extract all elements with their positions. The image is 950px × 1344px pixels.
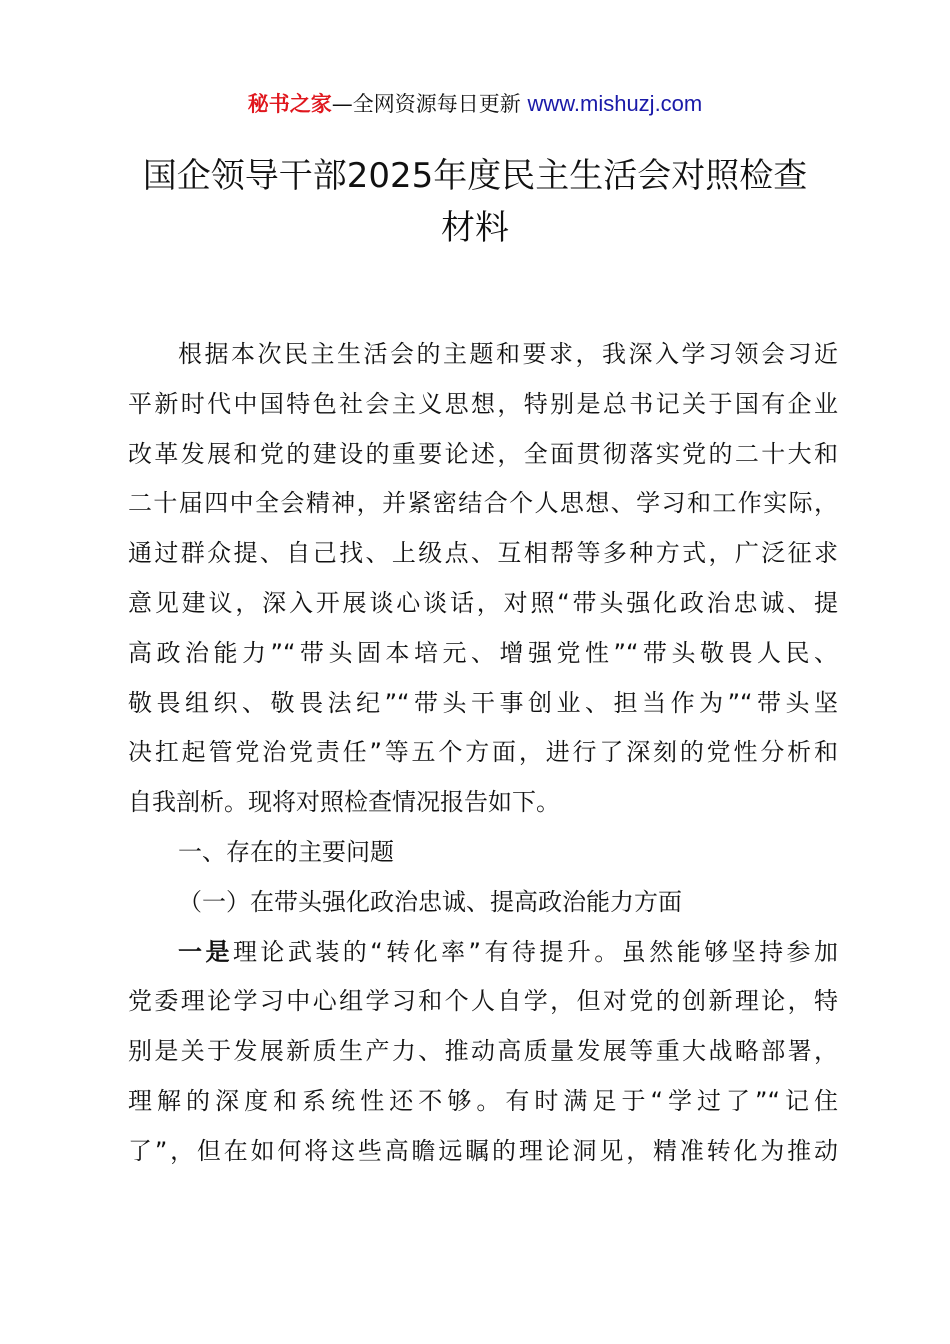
paragraph-2-line: 了”，但在如何将这些高瞻远瞩的理论洞见，精准转化为推动 xyxy=(128,1136,838,1165)
paragraph-1-line: 平新时代中国特色社会主义思想，特别是总书记关于国有企业 xyxy=(128,389,838,418)
page-header xyxy=(0,88,950,120)
paragraph-2-first-line xyxy=(128,928,838,978)
paragraph-1-line: 根据本次民主生活会的主题和要求，我深入学习领会习近 xyxy=(178,340,838,368)
paragraph-2-first-line-text: 理论武装的“转化率”有待提升。虽然能够坚持参加 xyxy=(232,937,839,966)
paragraph-2-line: 党委理论学习中心组学习和个人自学，但对党的创新理论，特 xyxy=(128,987,838,1016)
subsection-heading: （一）在带头强化政治忠诚、提高政治能力方面 xyxy=(178,887,682,916)
title-line-2: 材料 xyxy=(441,208,509,248)
header-tagline: —全网资源每日更新 xyxy=(331,92,521,116)
paragraph-1-line: 改革发展和党的建设的重要论述，全面贯彻落实党的二十大和 xyxy=(128,439,838,468)
paragraph-2-line: 理解的深度和系统性还不够。有时满足于“学过了”“记住 xyxy=(128,1086,838,1115)
paragraph-1-line: 二十届四中全会精神，并紧密结合个人思想、学习和工作实际， xyxy=(128,489,838,518)
paragraph-1-line: 决扛起管党治党责任”等五个方面，进行了深刻的党性分析和 xyxy=(128,738,838,767)
paragraph-2-line: 别是关于发展新质生产力、推动高质量发展等重大战略部署， xyxy=(128,1037,838,1066)
paragraph-1-line: 通过群众提、自己找、上级点、互相帮等多种方式，广泛征求 xyxy=(128,539,838,568)
title-line-1: 国企领导干部2025年度民主生活会对照检查 xyxy=(142,156,808,196)
paragraph-1-line: 敬畏组织、敬畏法纪”“带头干事创业、担当作为”“带头坚 xyxy=(128,688,838,717)
paragraph-1-line: 自我剖析。现将对照检查情况报告如下。 xyxy=(128,788,560,817)
section-heading: 一、存在的主要问题 xyxy=(178,837,394,866)
document-body xyxy=(128,330,838,1177)
paragraph-2-lead: 一是 xyxy=(178,937,233,966)
brand-name: 秘书之家 xyxy=(247,92,332,116)
paragraph-1-line: 高政治能力”“带头固本培元、增强党性”“带头敬畏人民、 xyxy=(128,638,838,667)
paragraph-1-line: 意见建议，深入开展谈心谈话，对照“带头强化政治忠诚、提 xyxy=(128,588,838,617)
document-title xyxy=(110,150,840,254)
header-url-link[interactable]: www.mishuzj.com xyxy=(527,91,703,116)
